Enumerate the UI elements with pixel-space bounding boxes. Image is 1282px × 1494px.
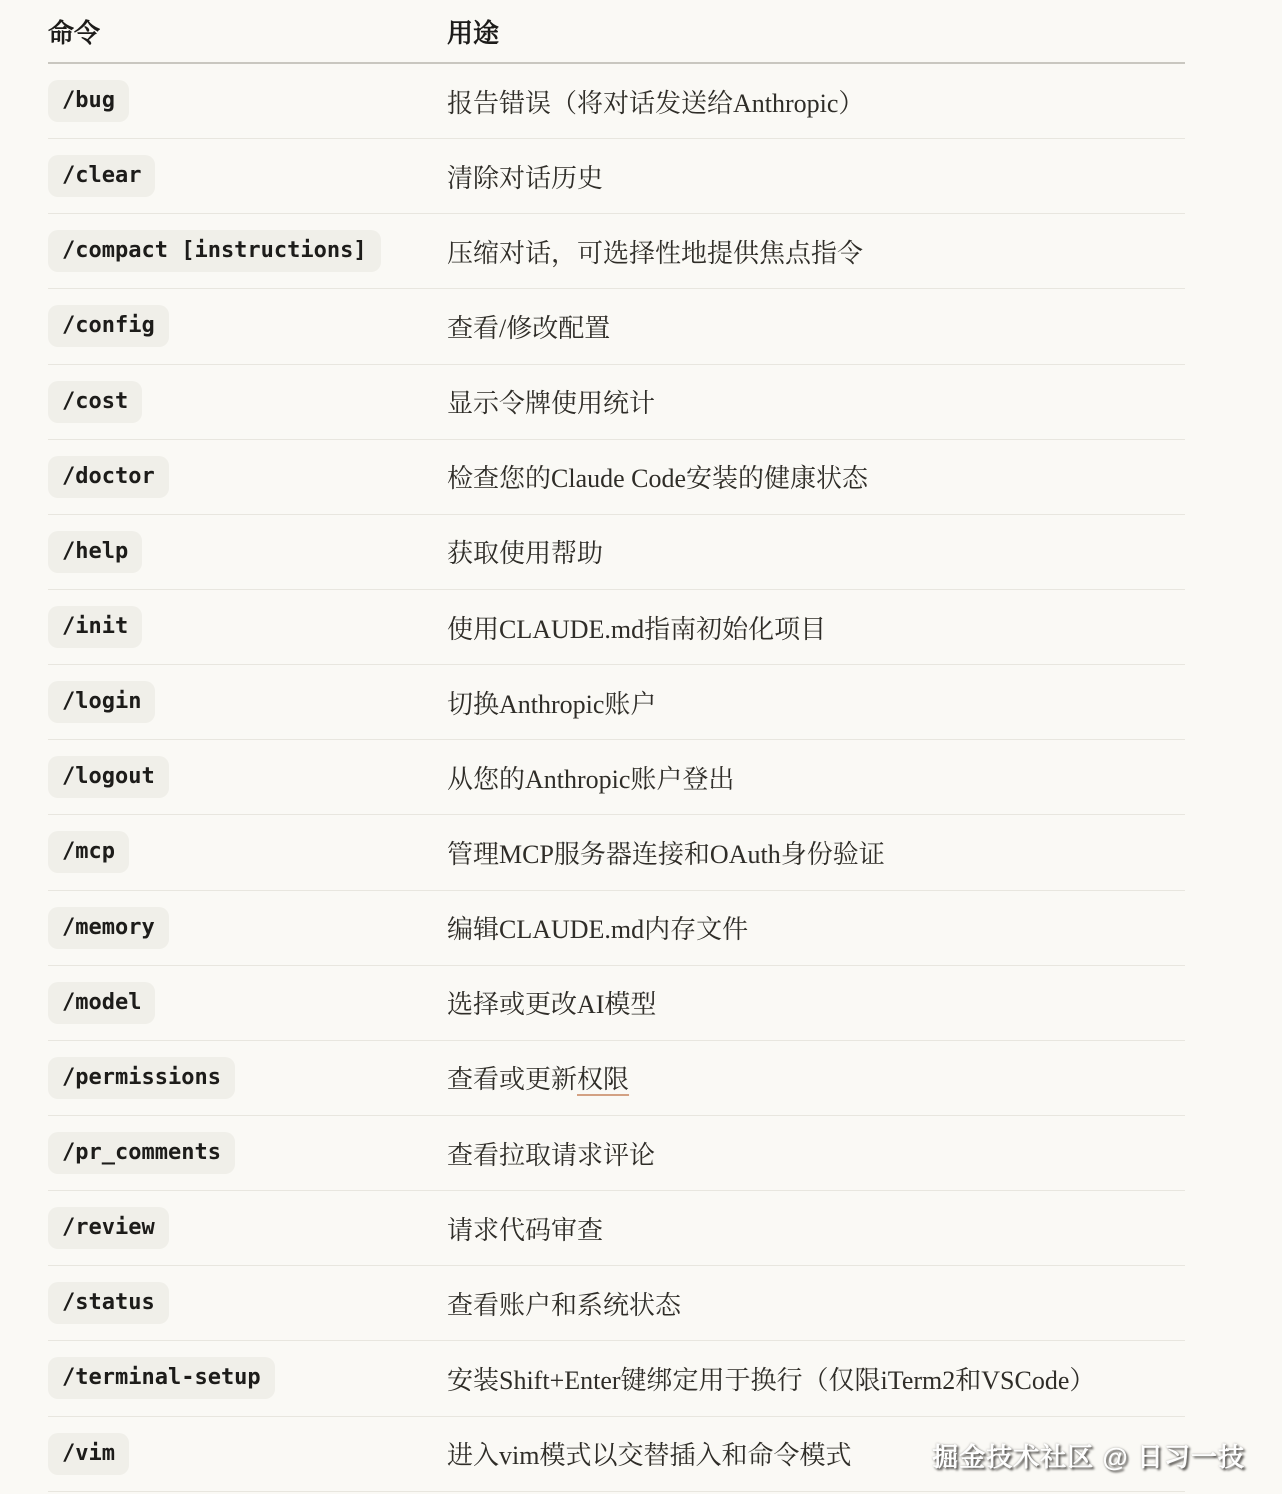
command-pill: /mcp: [48, 831, 129, 873]
command-cell: [48, 1282, 447, 1324]
table-row: [48, 665, 1185, 740]
description-text: 安装Shift+Enter键绑定用于换行（仅限iTerm2和VSCode）: [447, 1365, 1096, 1395]
command-pill: /compact [instructions]: [48, 230, 381, 272]
command-description: [447, 383, 1185, 420]
table-row: [48, 365, 1185, 440]
command-description: [447, 1059, 1185, 1096]
command-cell: [48, 1057, 447, 1099]
table-row: [48, 214, 1185, 289]
command-cell: [48, 1132, 447, 1174]
table-row: [48, 815, 1185, 890]
command-description: [447, 1360, 1185, 1397]
description-text: 查看/修改配置: [447, 313, 611, 343]
command-pill: /logout: [48, 756, 169, 798]
description-text: 报告错误（将对话发送给Anthropic）: [447, 88, 865, 118]
table-row: [48, 1191, 1185, 1266]
table-row: [48, 891, 1185, 966]
command-description: [447, 233, 1185, 270]
command-cell: [48, 1207, 447, 1249]
command-pill: /login: [48, 681, 155, 723]
command-pill: /terminal-setup: [48, 1357, 275, 1399]
command-cell: [48, 305, 447, 347]
description-text: 切换Anthropic账户: [447, 689, 657, 719]
commands-table: [48, 0, 1185, 1492]
command-cell: [48, 230, 447, 272]
table-row: [48, 966, 1185, 1041]
command-pill: /permissions: [48, 1057, 235, 1099]
description-text: 检查您的Claude Code安装的健康状态: [447, 464, 869, 494]
command-description: [447, 909, 1185, 946]
command-description: [447, 834, 1185, 871]
table-row: [48, 1266, 1185, 1341]
command-description: [447, 759, 1185, 796]
command-cell: [48, 606, 447, 648]
description-text: 选择或更改AI模型: [447, 990, 657, 1020]
description-text: 获取使用帮助: [447, 539, 604, 569]
command-cell: [48, 531, 447, 573]
description-text: 请求代码审查: [447, 1215, 604, 1245]
command-cell: [48, 756, 447, 798]
command-pill: /clear: [48, 155, 155, 197]
description-text: 清除对话历史: [447, 163, 604, 193]
table-row: [48, 740, 1185, 815]
description-text: 使用CLAUDE.md指南初始化项目: [447, 614, 827, 644]
command-description: [447, 1210, 1185, 1247]
command-pill: /cost: [48, 381, 142, 423]
command-pill: /doctor: [48, 456, 169, 498]
description-text: 从您的Anthropic账户登出: [447, 764, 735, 794]
table-header-row: [48, 0, 1185, 64]
command-description: [447, 1135, 1185, 1172]
description-text: 管理MCP服务器连接和OAuth身份验证: [447, 839, 885, 869]
command-cell: [48, 80, 447, 122]
command-pill: /help: [48, 531, 142, 573]
command-cell: [48, 982, 447, 1024]
command-pill: /config: [48, 305, 169, 347]
description-text: 显示令牌使用统计: [447, 389, 656, 419]
table-row: [48, 1041, 1185, 1116]
command-cell: [48, 681, 447, 723]
table-row: [48, 289, 1185, 364]
command-cell: [48, 456, 447, 498]
description-text: 查看账户和系统状态: [447, 1290, 682, 1320]
command-description: [447, 684, 1185, 721]
command-description: [447, 1285, 1185, 1322]
command-description: [447, 158, 1185, 195]
description-text: 查看拉取请求评论: [447, 1140, 656, 1170]
command-pill: /vim: [48, 1433, 129, 1475]
command-description: [447, 984, 1185, 1021]
command-cell: [48, 1357, 447, 1399]
table-row: [48, 64, 1185, 139]
description-text: 查看或更新: [447, 1065, 578, 1095]
command-description: [447, 83, 1185, 120]
column-header-command: 命令: [48, 17, 101, 48]
description-text: 编辑CLAUDE.md内存文件: [447, 915, 749, 945]
table-row: [48, 139, 1185, 214]
command-pill: /pr_comments: [48, 1132, 235, 1174]
command-description: [447, 533, 1185, 570]
permissions-link[interactable]: 权限: [577, 1065, 630, 1095]
command-cell: [48, 1433, 447, 1475]
command-cell: [48, 831, 447, 873]
command-pill: /review: [48, 1207, 169, 1249]
watermark: 掘金技术社区 @ 日习一技: [932, 1442, 1245, 1472]
column-header-purpose: 用途: [447, 17, 500, 48]
description-text: 进入vim模式以交替插入和命令模式: [447, 1441, 852, 1471]
command-pill: /status: [48, 1282, 169, 1324]
command-description: [447, 458, 1185, 495]
command-description: [447, 308, 1185, 345]
command-pill: /memory: [48, 907, 169, 949]
command-pill: /bug: [48, 80, 129, 122]
table-row: [48, 1341, 1185, 1416]
table-row: [48, 515, 1185, 590]
command-pill: /init: [48, 606, 142, 648]
command-description: [447, 609, 1185, 646]
table-row: [48, 440, 1185, 515]
command-cell: [48, 381, 447, 423]
command-cell: [48, 155, 447, 197]
command-pill: /model: [48, 982, 155, 1024]
description-text: 压缩对话，可选择性地提供焦点指令: [447, 238, 864, 268]
table-row: [48, 590, 1185, 665]
table-row: [48, 1116, 1185, 1191]
command-cell: [48, 907, 447, 949]
table-body: [48, 64, 1185, 1492]
